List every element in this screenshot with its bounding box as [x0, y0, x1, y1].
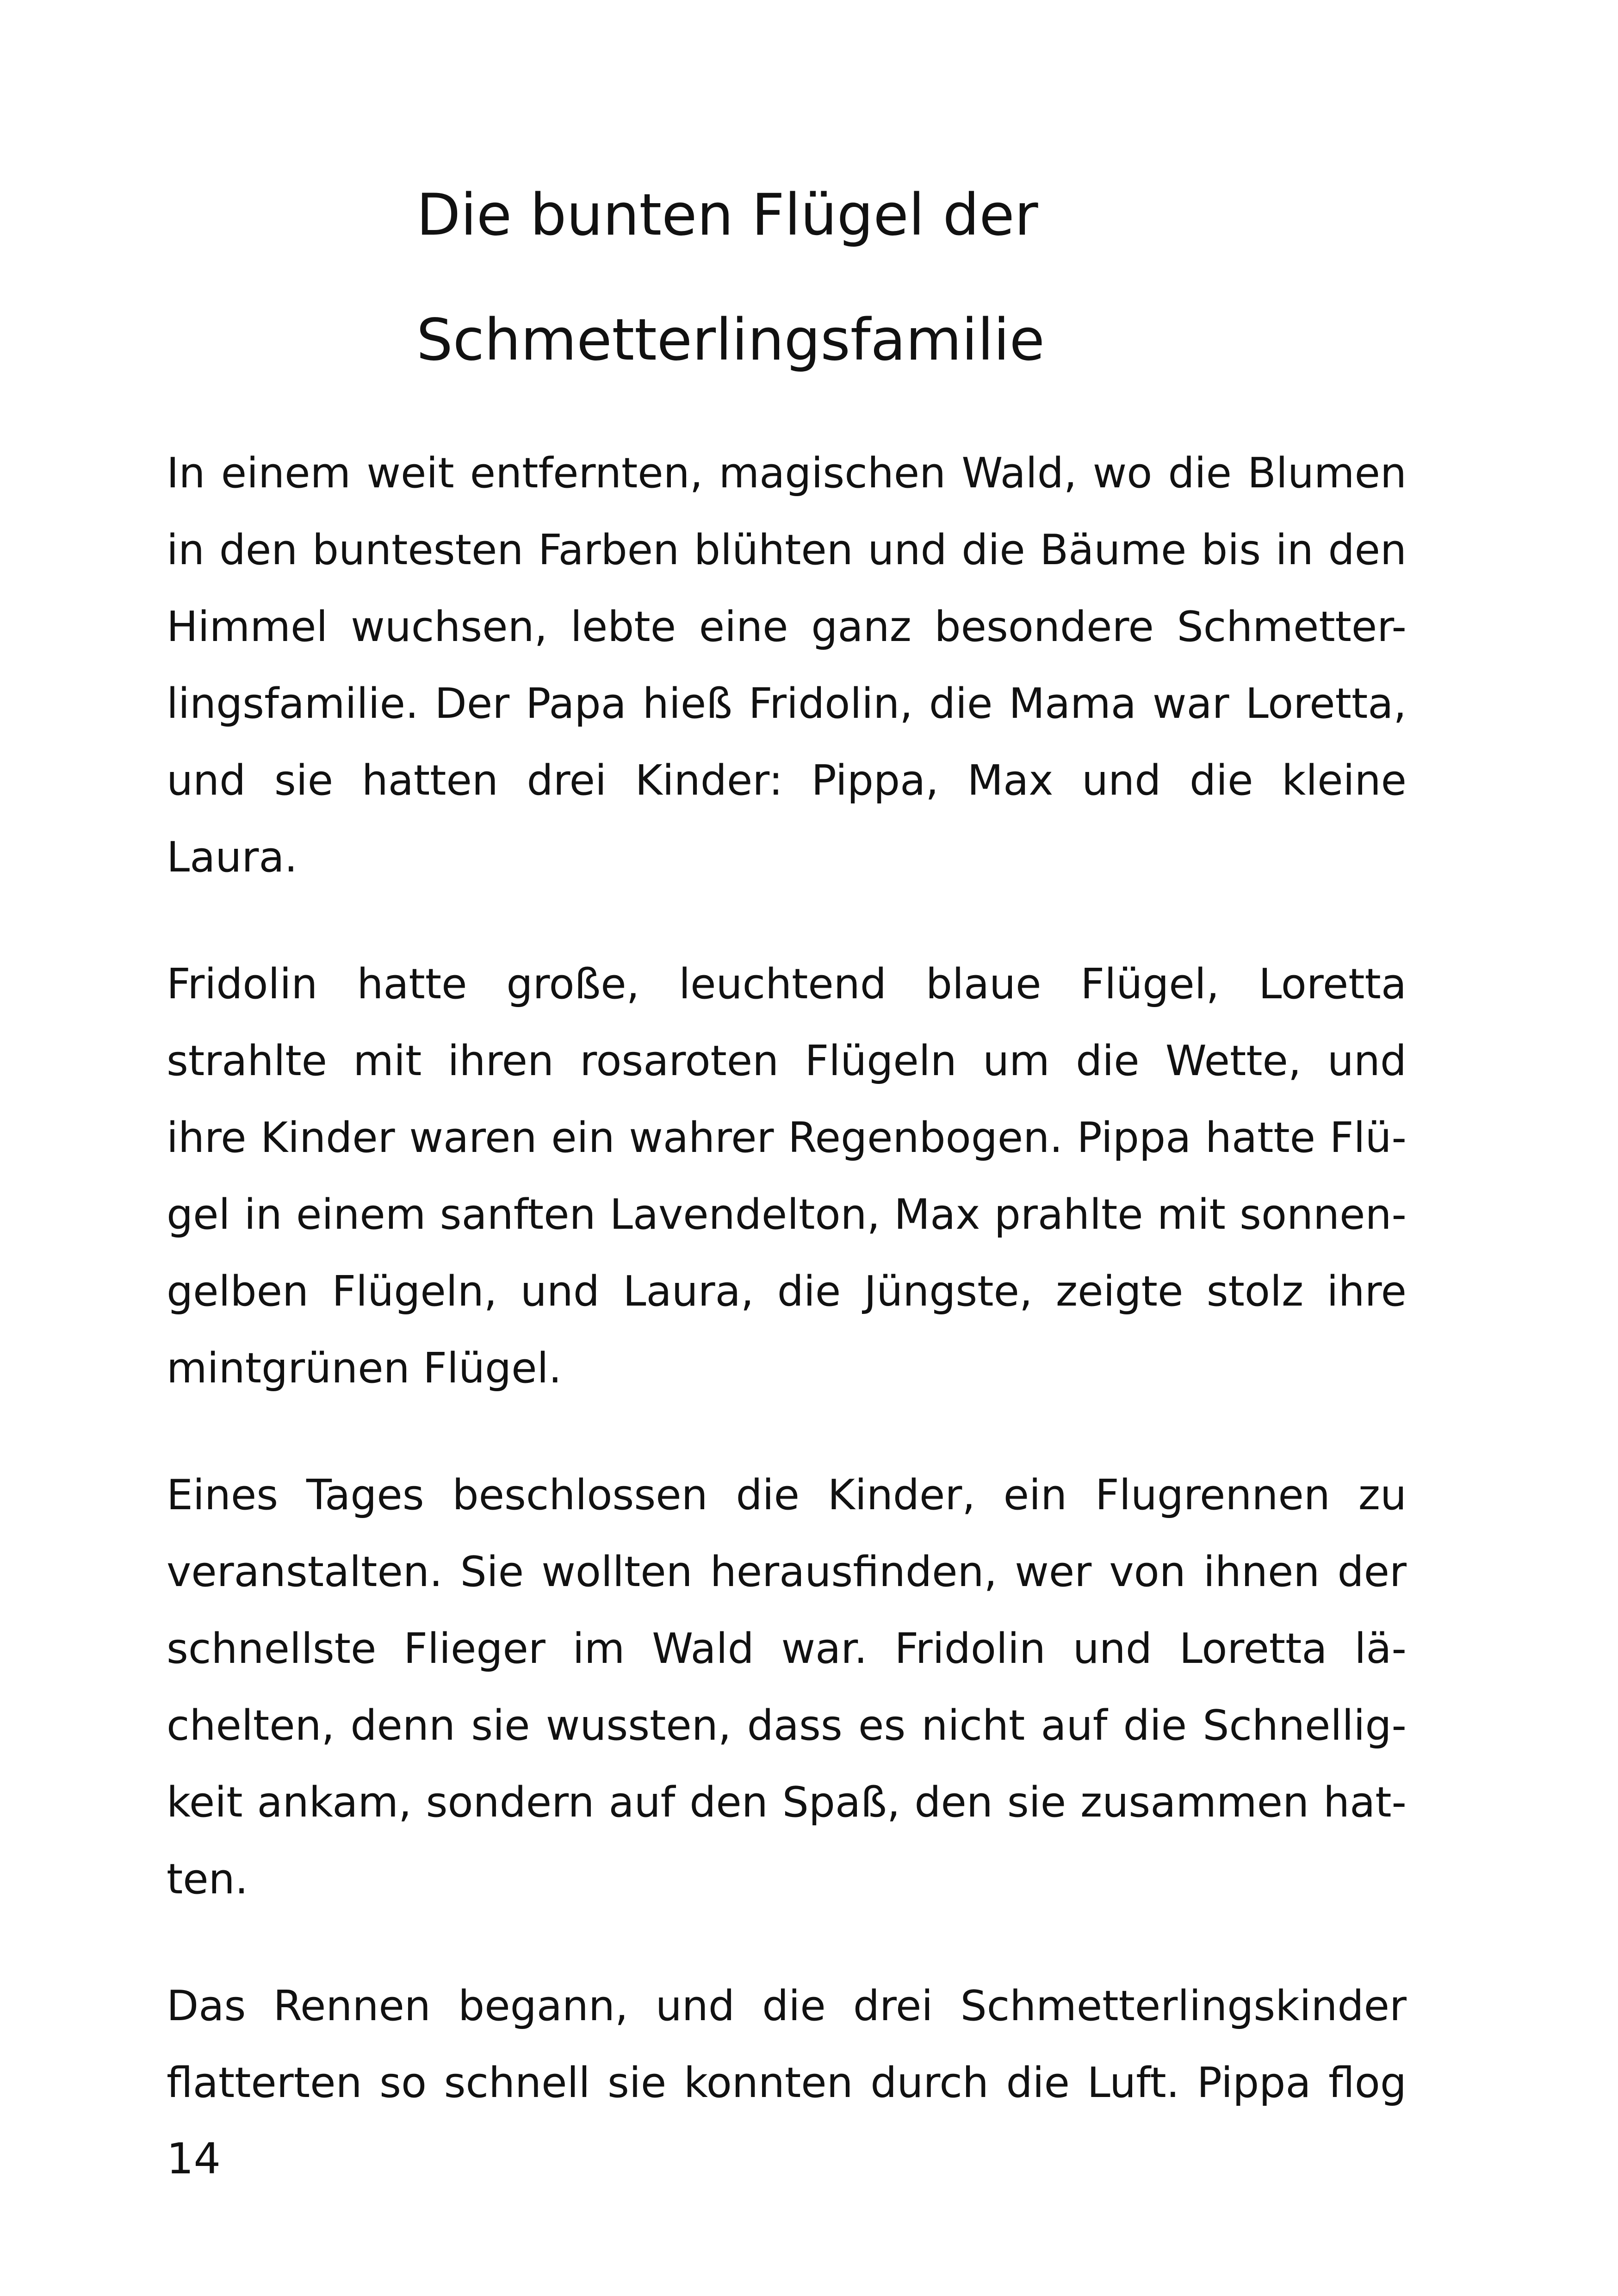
paragraph-1 [167, 435, 1407, 896]
paragraph-2 [167, 946, 1407, 1407]
chapter-title-line-2: Schmetterlingsfamilie [416, 307, 1045, 373]
text-line: ihre Kinder waren ein wahrer Regenbogen. Pippa hatte Flü- [167, 1114, 1407, 1162]
text-line: In einem weit entfernten, magischen Wald, wo die Blumen [167, 449, 1407, 498]
text-line: in den buntesten Farben blühten und die Bäume bis in den [167, 526, 1407, 574]
text-line: gelben Flügeln, und Laura, die Jüngste, zeigte stolz ihre [167, 1267, 1407, 1316]
chapter-title [416, 153, 1296, 403]
text-line: schnellste Flieger im Wald war. Fridolin und Loretta lä- [167, 1624, 1407, 1673]
paragraph-4 [167, 1968, 1407, 2122]
text-line: Himmel wuchsen, lebte eine ganz besondere Schmetter- [167, 603, 1407, 651]
chapter-title-line-1: Die bunten Flügel der [416, 182, 1038, 249]
text-line: mintgrünen Flügel. [167, 1344, 562, 1393]
text-line: flatterten so schnell sie konnten durch die Luft. Pippa flog [167, 2059, 1407, 2107]
text-line: Laura. [167, 833, 298, 882]
story-body [167, 435, 1407, 2172]
text-line: chelten, denn sie wussten, dass es nicht auf die Schnellig- [167, 1701, 1407, 1750]
text-line: veranstalten. Sie wollten herausfinden, wer von ihnen der [167, 1548, 1407, 1596]
text-line: gel in einem sanften Lavendelton, Max prahlte mit sonnen- [167, 1190, 1407, 1239]
page-number: 14 [167, 2134, 221, 2184]
paragraph-3 [167, 1457, 1407, 1918]
text-line: Fridolin hatte große, leuchtend blaue Flügel, Loretta [167, 960, 1407, 1008]
text-line: Eines Tages beschlossen die Kinder, ein Flugrennen zu [167, 1471, 1407, 1519]
text-line: und sie hatten drei Kinder: Pippa, Max und die kleine [167, 756, 1407, 805]
text-line: Das Rennen begann, und die drei Schmetterlingskinder [167, 1982, 1407, 2030]
text-line: lingsfamilie. Der Papa hieß Fridolin, die Mama war Loretta, [167, 679, 1407, 728]
text-line: strahlte mit ihren rosaroten Flügeln um die Wette, und [167, 1037, 1407, 1085]
text-line: keit ankam, sondern auf den Spaß, den sie zusammen hat- [167, 1778, 1407, 1827]
text-line: ten. [167, 1855, 248, 1904]
